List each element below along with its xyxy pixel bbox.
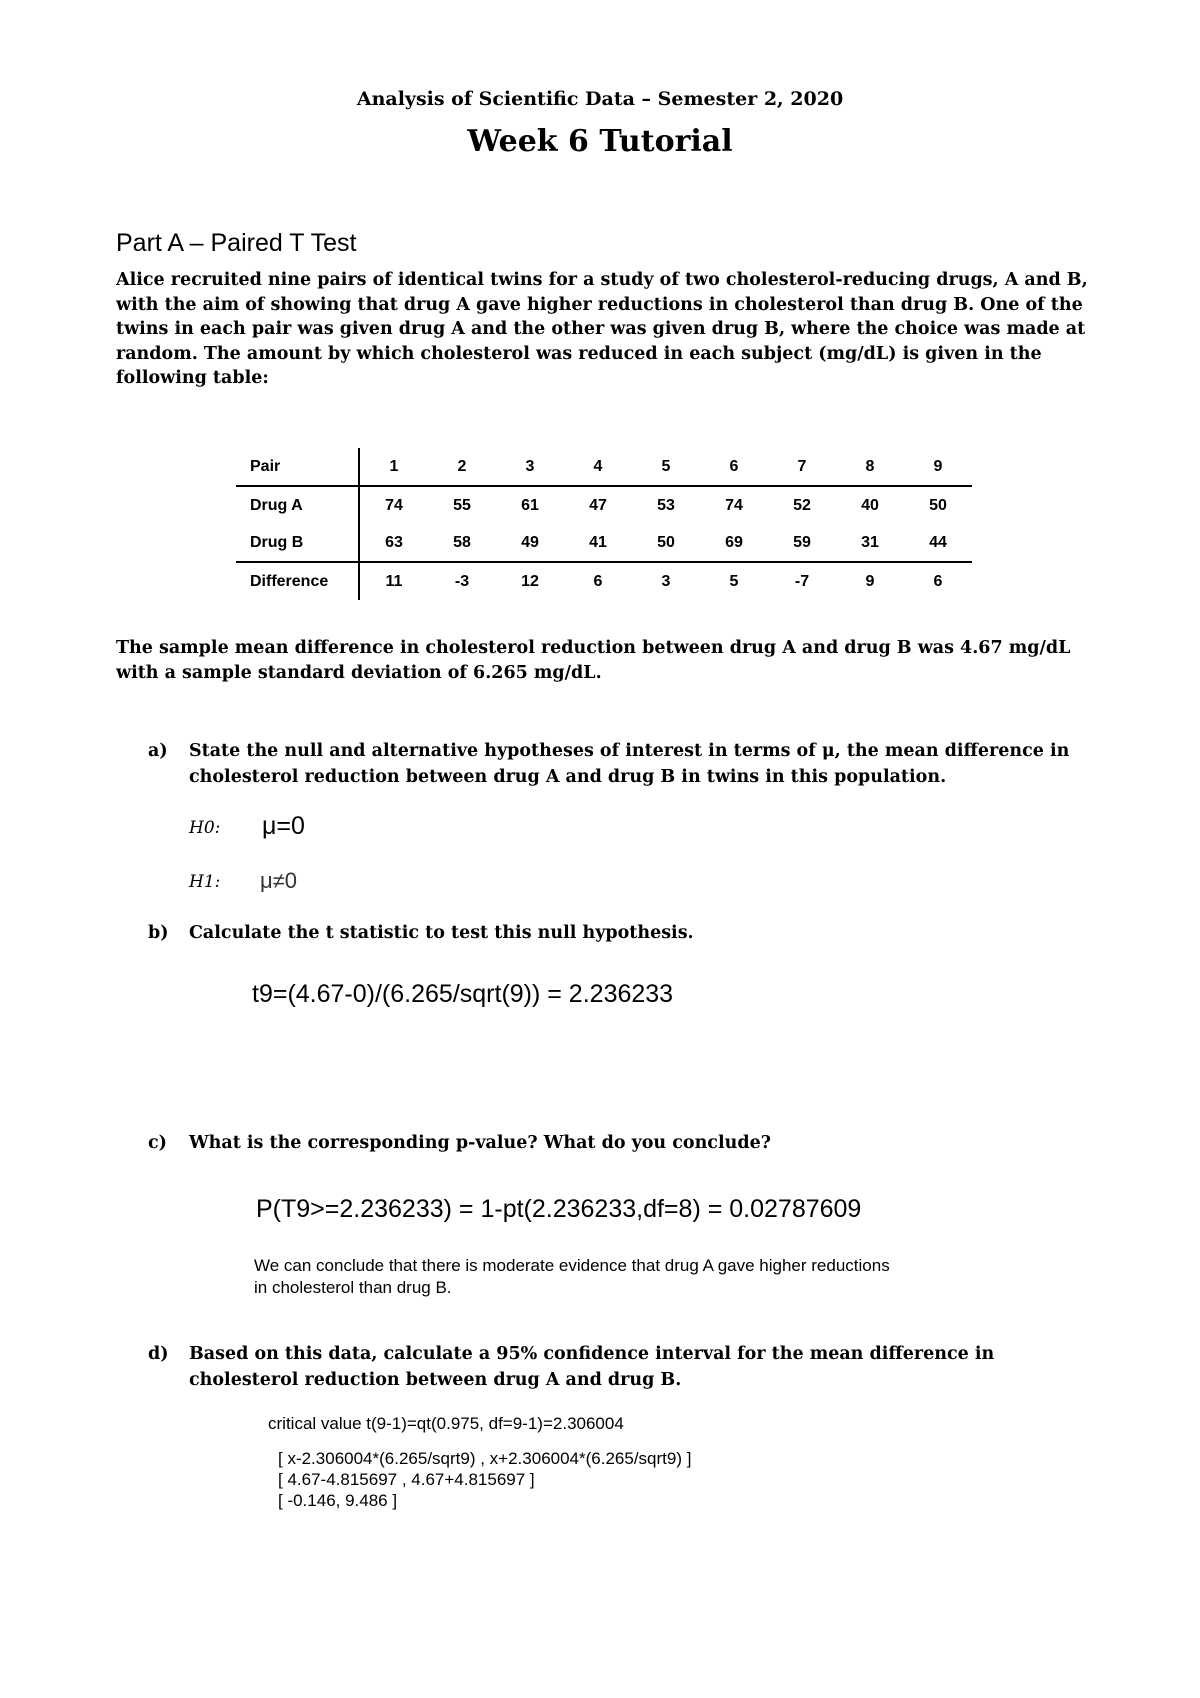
- section-heading: Part A – Paired T Test: [116, 229, 357, 257]
- row-label: Drug B: [236, 524, 359, 562]
- question-text: Calculate the t statistic to test this null hypothesis.: [189, 923, 694, 943]
- table-cell: 7: [768, 448, 836, 486]
- table-cell: 6: [933, 572, 943, 590]
- critical-value: critical value t(9-1)=qt(0.975, df=9-1)=2.306004: [268, 1414, 624, 1433]
- table-cell: 50: [632, 524, 700, 562]
- table-cell: 3: [496, 448, 564, 486]
- table-cell: 61: [521, 496, 539, 514]
- row-label: Drug A: [236, 486, 359, 524]
- table-cell: 6: [700, 448, 768, 486]
- conclusion-line-1: We can conclude that there is moderate evidence that drug A gave higher reductions: [254, 1256, 890, 1275]
- table-cell: 55: [453, 496, 471, 514]
- data-table: [236, 448, 972, 600]
- conclusion-line-2: in cholesterol than drug B.: [254, 1278, 452, 1297]
- ci-line-1: [ x-2.306004*(6.265/sqrt9) , x+2.306004*(6.265/sqrt9) ]: [278, 1449, 692, 1468]
- intro-paragraph: Alice recruited nine pairs of identical twins for a study of two cholesterol-reducing drugs, A and B, with the aim of showing that drug A gave higher reductions in cholesterol than drug B. One of the twins in each pair was given drug A and the other was given drug B, where the choice was made at random. The amount by which cholesterol was reduced in each subject (mg/dL) is given in the following table:: [116, 270, 1088, 388]
- table-cell: 41: [564, 524, 632, 562]
- table-cell: 12: [521, 572, 539, 590]
- table-cell: 5: [729, 572, 739, 590]
- table-cell: 52: [793, 496, 811, 514]
- table-row-difference: [236, 562, 972, 600]
- table-cell: 53: [657, 496, 675, 514]
- table-cell: 58: [428, 524, 496, 562]
- table-cell: 1: [359, 448, 428, 486]
- table-row-drug-b: [236, 524, 972, 562]
- h0-label: H0:: [189, 818, 221, 838]
- table-cell: 69: [700, 524, 768, 562]
- table-cell: 49: [496, 524, 564, 562]
- question-text: What is the corresponding p-value? What do you conclude?: [189, 1133, 771, 1153]
- summary-paragraph: The sample mean difference in cholesterol reduction between drug A and drug B was 4.67 mg/dL with a sample standard deviation of 6.265 mg/dL.: [116, 638, 1071, 683]
- table-cell: 47: [589, 496, 607, 514]
- table-cell: 3: [661, 572, 671, 590]
- table-cell: 63: [359, 524, 428, 562]
- row-label: Difference: [236, 562, 359, 600]
- page-title: Week 6 Tutorial: [467, 124, 733, 159]
- question-text: Based on this data, calculate a 95% confidence interval for the mean difference in cholesterol reduction between drug A and drug B.: [189, 1344, 995, 1390]
- table-cell: 59: [768, 524, 836, 562]
- question-text: State the null and alternative hypotheses of interest in terms of μ, the mean difference in cholesterol reduction between drug A and drug B in twins in this population.: [189, 741, 1070, 787]
- ci-line-3: [ -0.146, 9.486 ]: [278, 1491, 398, 1510]
- table-cell: 9: [865, 572, 875, 590]
- h0-answer: μ=0: [262, 812, 305, 840]
- row-label: Pair: [236, 448, 359, 486]
- table-cell: 44: [904, 524, 972, 562]
- t-statistic-answer: t9=(4.67-0)/(6.265/sqrt(9)) = 2.236233: [252, 980, 674, 1008]
- h1-label: H1:: [189, 872, 221, 892]
- question-letter: c): [148, 1133, 167, 1153]
- table-cell: 74: [385, 496, 403, 514]
- table-cell: 31: [836, 524, 904, 562]
- ci-line-2: [ 4.67-4.815697 , 4.67+4.815697 ]: [278, 1470, 535, 1489]
- question-letter: b): [148, 923, 169, 943]
- table-cell: 50: [929, 496, 947, 514]
- table-row-drug-a: [236, 486, 972, 524]
- question-letter: a): [148, 741, 168, 761]
- table-row-pair: [236, 448, 972, 486]
- table-cell: 40: [861, 496, 879, 514]
- table-cell: 11: [385, 572, 403, 590]
- h1-answer: μ≠0: [260, 868, 297, 893]
- table-cell: 8: [836, 448, 904, 486]
- table-cell: 4: [564, 448, 632, 486]
- p-value-answer: P(T9>=2.236233) = 1-pt(2.236233,df=8) = 0.02787609: [256, 1195, 862, 1223]
- table-cell: -7: [794, 572, 810, 590]
- course-header: Analysis of Scientific Data – Semester 2, 2020: [356, 88, 844, 110]
- table-cell: 2: [428, 448, 496, 486]
- table-cell: 6: [593, 572, 603, 590]
- question-letter: d): [148, 1344, 169, 1364]
- table-cell: 74: [725, 496, 743, 514]
- table-cell: -3: [454, 572, 470, 590]
- table-cell: 5: [632, 448, 700, 486]
- table-cell: 9: [904, 448, 972, 486]
